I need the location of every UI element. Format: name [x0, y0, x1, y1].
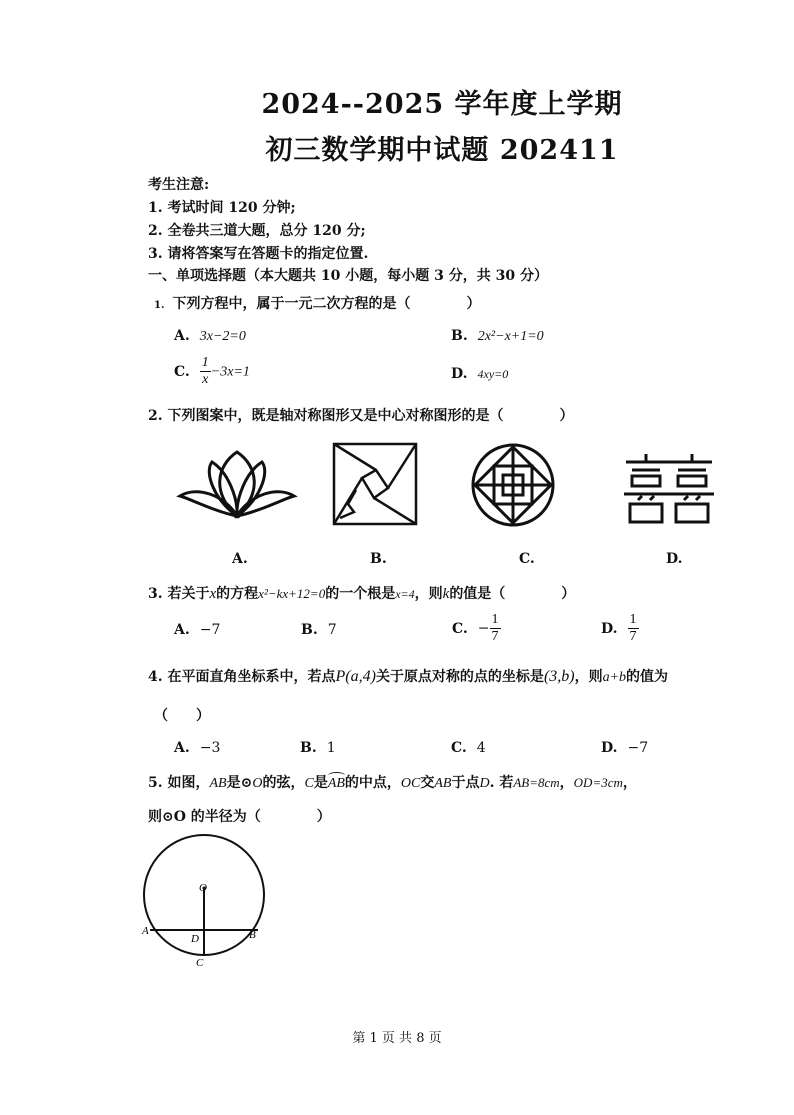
q4-option-d[interactable]: D. −7 — [601, 740, 649, 756]
notice-item: 1. 考试时间 120 分钟; — [148, 200, 296, 216]
circle-window-figure[interactable] — [470, 442, 556, 528]
q1-option-a[interactable] — [174, 328, 246, 345]
label-o: O — [199, 882, 207, 894]
exam-title-line2: 初三数学期中试题 202411 — [265, 135, 619, 166]
option-text: −3x=1 — [210, 364, 250, 380]
lotus-figure[interactable] — [176, 450, 298, 522]
option-label: A. — [174, 328, 190, 344]
square-pinwheel-figure[interactable] — [332, 442, 418, 526]
notice-item: 3. 请将答案写在答题卡的指定位置. — [148, 246, 369, 262]
q2-label-b: B. — [370, 551, 387, 567]
section1-heading: 一、单项选择题（本大题共 10 小题，每小题 3 分，共 30 分） — [148, 268, 548, 284]
q1-option-b[interactable] — [451, 328, 544, 345]
q3-option-a[interactable]: A. −7 — [174, 622, 221, 638]
q3-option-d[interactable]: D. $\frac{1}{7}$ — [601, 612, 637, 644]
label-c: C — [196, 957, 204, 969]
double-happiness-figure[interactable] — [622, 454, 716, 524]
q2-stem: 2. 下列图案中，既是轴对称图形又是中心对称图形的是（ ） — [148, 408, 574, 424]
q1-stem — [154, 293, 480, 313]
q4-option-a[interactable]: A. −3 — [174, 740, 221, 756]
q1-text: 下列方程中，属于一元二次方程的是（ ） — [172, 296, 481, 312]
q2-label-a: A. — [232, 551, 248, 567]
q1-option-d[interactable] — [451, 366, 508, 382]
q3-option-c[interactable]: C. − $\frac{1}{7}$ — [452, 612, 499, 644]
q4-option-b[interactable]: B. 1 — [300, 740, 336, 756]
exam-title-line1: 2024--2025 学年度上学期 — [261, 89, 623, 120]
label-a: A — [142, 925, 149, 937]
q2-label-d: D. — [666, 551, 683, 567]
q5-stem: 5. 如图，AB是⊙O的弦，C是 AB的中点，OC交AB于点D. 若AB=8cm，OD=3cm， — [148, 772, 637, 792]
option-label: C. — [174, 363, 190, 380]
notice-heading: 考生注意: — [148, 177, 210, 193]
circle-geometry-figure — [138, 830, 272, 970]
label-d: D — [191, 933, 199, 945]
page-footer: 第 1 页 共 8 页 — [352, 1031, 442, 1046]
label-b: B — [249, 929, 256, 941]
q5-stem-line2: 则⊙O 的半径为（ ） — [148, 809, 331, 825]
option-text: 4xy=0 — [477, 367, 509, 381]
arc-ab: AB — [328, 776, 345, 792]
option-text: 2x²−x+1=0 — [477, 329, 544, 344]
fraction: $\frac{1}{7}$ — [629, 612, 637, 644]
q4-option-c[interactable]: C. 4 — [451, 740, 486, 756]
fraction: $\frac{1}{7}$ — [491, 612, 499, 644]
q4-answer-paren: （ ） — [154, 708, 210, 724]
notice-item: 2. 全卷共三道大题，总分 120 分; — [148, 223, 366, 239]
option-label: D. — [451, 366, 468, 382]
option-label: B. — [451, 328, 468, 344]
q3-option-b[interactable]: B. 7 — [301, 622, 337, 638]
option-text: 3x−2=0 — [199, 329, 246, 344]
q3-stem: 3. 若关于x的方程x²−kx+12=0的一个根是x=4，则k的值是（ ） — [148, 586, 576, 602]
q1-number: 1. — [154, 300, 165, 311]
q4-stem: 4. 在平面直角坐标系中，若点P(a,4)关于原点对称的点的坐标是(3,b)，则a+b的值为 — [148, 668, 669, 685]
q1-option-c[interactable] — [174, 356, 250, 387]
fraction: $\frac{1}{x}$ — [201, 355, 209, 387]
q2-label-c: C. — [519, 551, 535, 567]
